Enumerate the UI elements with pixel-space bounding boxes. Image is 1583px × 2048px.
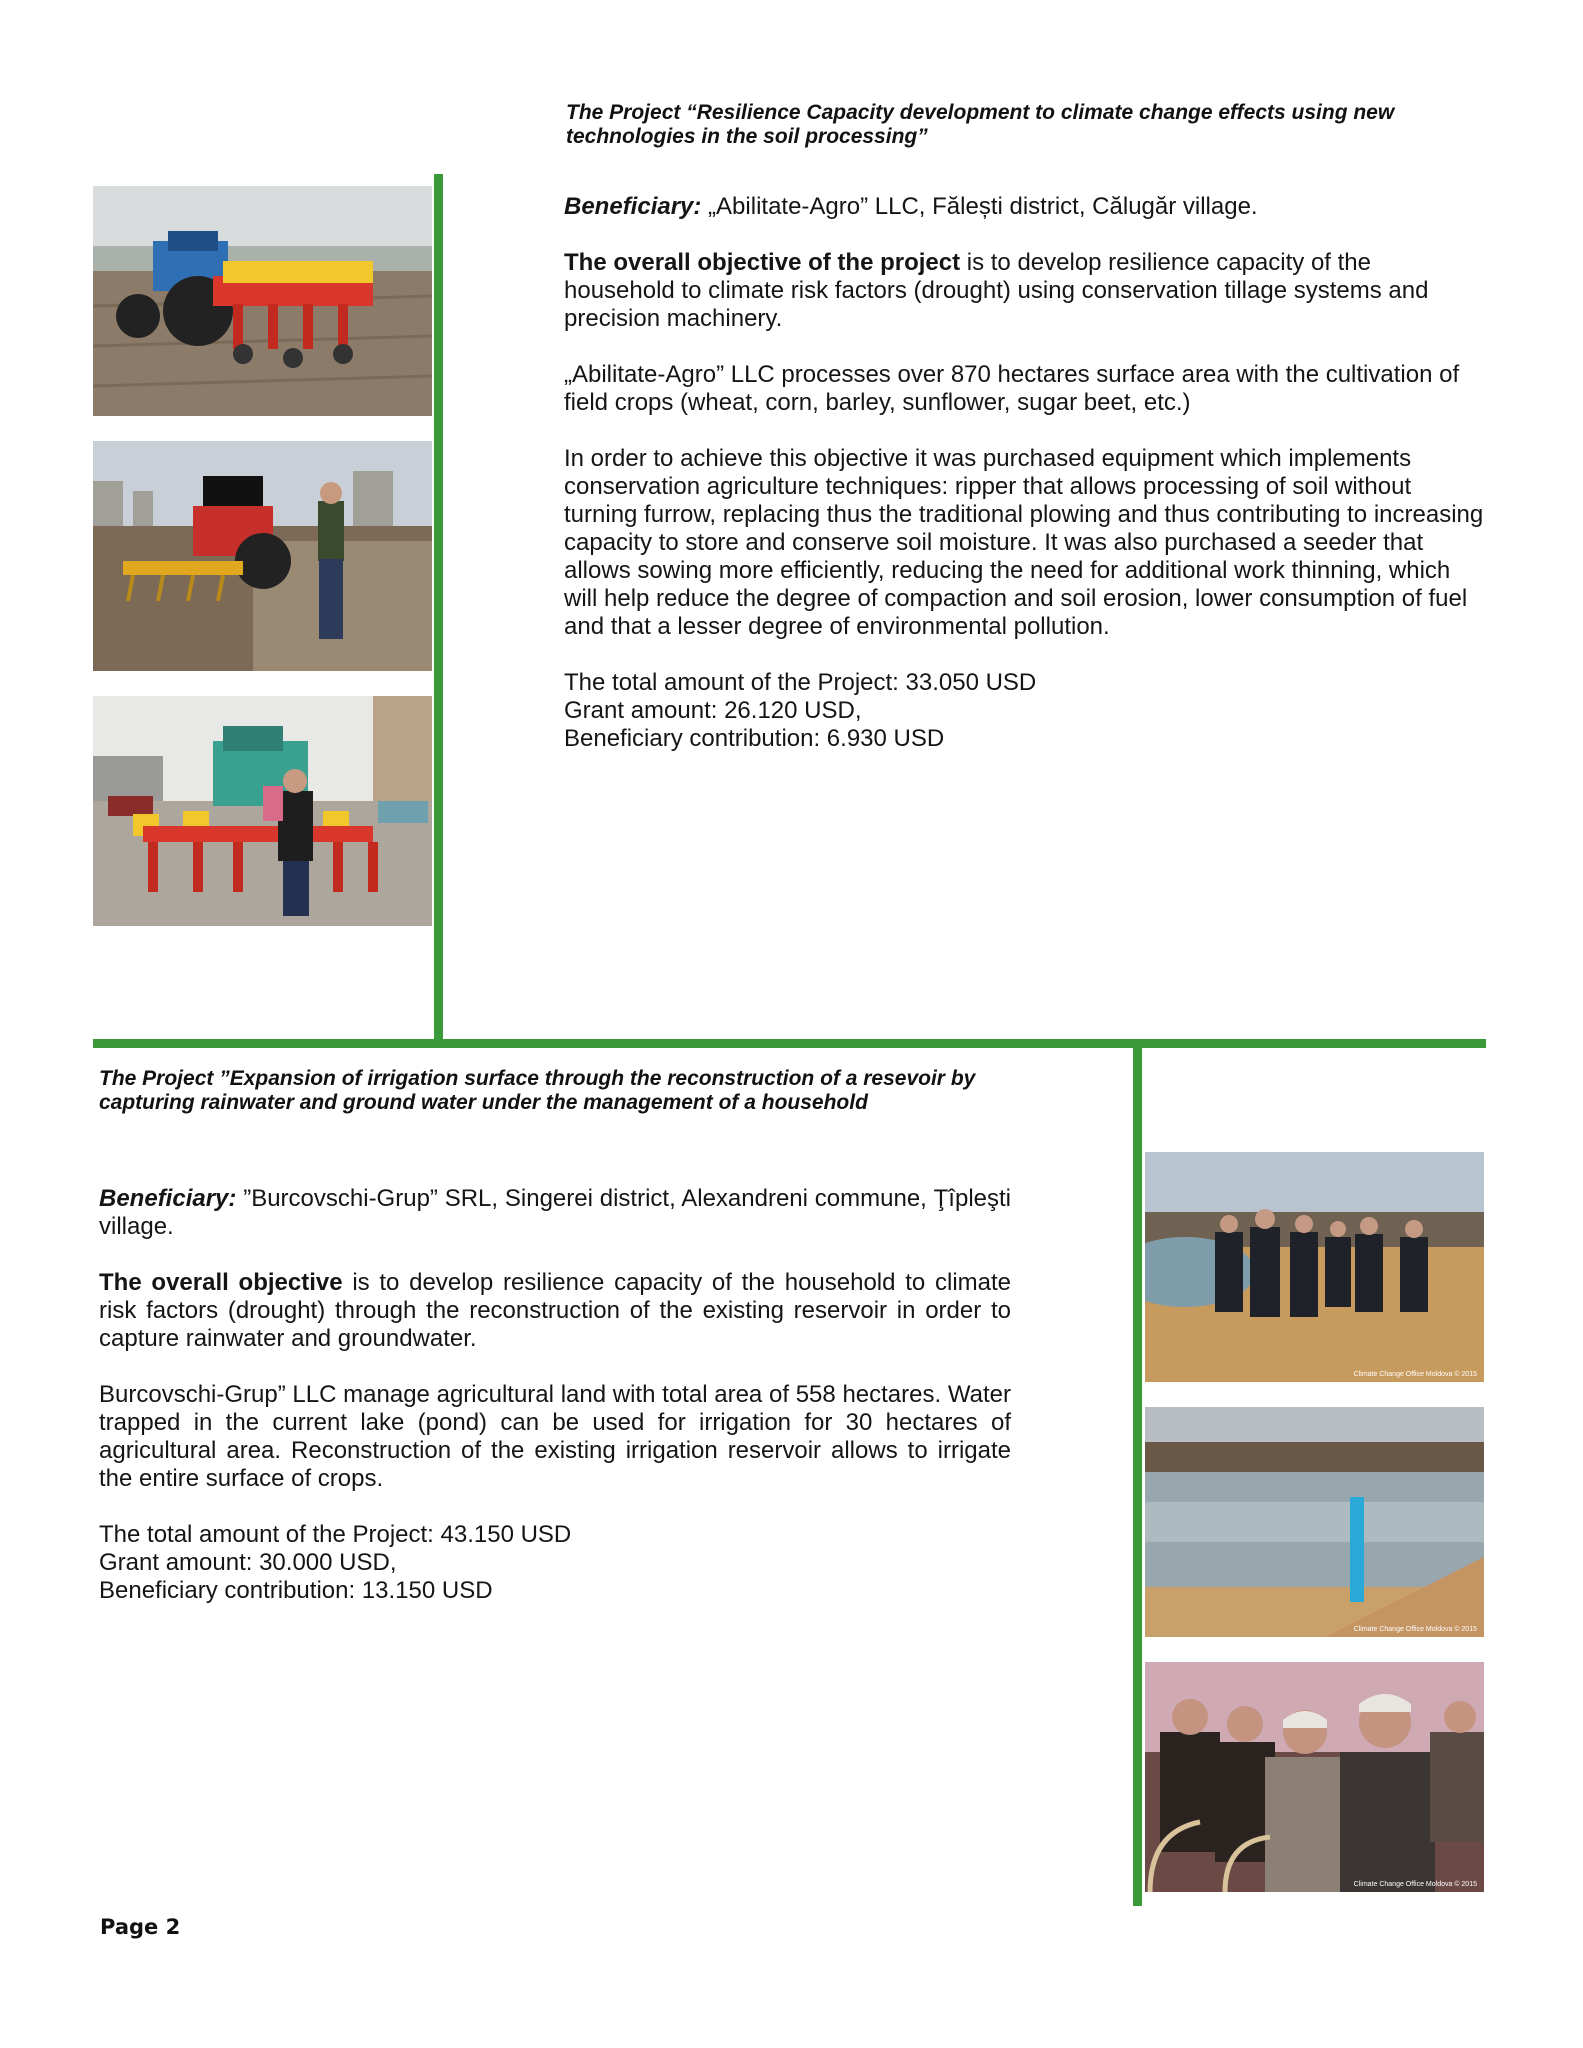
project1-beneficiary — [564, 193, 1484, 221]
project2-objective — [99, 1269, 1011, 1353]
project2-body — [99, 1185, 1011, 1605]
beneficiary-text: „Abilitate-Agro” LLC, Fălești district, Călugăr village. — [701, 193, 1258, 220]
divider-vertical-bottom — [1133, 1046, 1142, 1906]
project1-grant: Grant amount: 26.120 USD, — [564, 697, 862, 724]
project2-title: The Project ”Expansion of irrigation surface through the reconstruction of a resevoir by capturing rainwater and ground water under the management of a household — [99, 1067, 976, 1114]
project1-area-paragraph: „Abilitate-Agro” LLC processes over 870 hectares surface area with the cultivation of field crops (wheat, corn, barley, sunflower, sugar beet, etc.) — [564, 361, 1460, 416]
project2-grant: Grant amount: 30.000 USD, — [99, 1549, 397, 1576]
watermark-text: Climate Change Office Moldova © 2015 — [1353, 1881, 1477, 1888]
photo-tractor-seeder — [93, 186, 432, 416]
divider-horizontal — [93, 1039, 1486, 1048]
project1-total: The total amount of the Project: 33.050 USD — [564, 669, 1037, 696]
project1-objective — [564, 249, 1484, 333]
photo-meeting-attendees — [1145, 1662, 1484, 1892]
project1-title: The Project “Resilience Capacity development to climate change effects using new technologies in the soil processing” — [566, 101, 1395, 148]
beneficiary-label: Beneficiary: — [99, 1185, 237, 1212]
photo-group-reservoir — [1145, 1152, 1484, 1382]
objective-label: The overall objective — [99, 1269, 343, 1296]
objective-text: is to develop resilience capacity of the household to climate risk factors (drought) through the reconstruction of the existing reservoir in order to capture rainwater and groundwater. — [99, 1269, 1012, 1352]
project1-body — [564, 193, 1484, 753]
divider-vertical-top — [434, 174, 443, 1040]
project2-land-paragraph: Burcovschi-Grup” LLC manage agricultural land with total area of 558 hectares. Water trapped in the current lake (pond) can be used for irrigation for 30 hectares of agricultural area. Reconstruction of the existing irrigation reservoir allows to irrigate the entire surface of crops. — [99, 1381, 1011, 1492]
beneficiary-text: ”Burcovschi-Grup” SRL, Singerei district, Alexandreni commune, Ţîpleşti village. — [99, 1185, 1011, 1240]
objective-label: The overall objective of the project — [564, 249, 961, 276]
project1-contribution: Beneficiary contribution: 6.930 USD — [564, 725, 945, 752]
objective-text: is to develop resilience capacity of the household to climate risk factors (drought) using conservation tillage systems and precision machinery. — [564, 249, 1429, 332]
page-number: Page 2 — [100, 1915, 181, 1939]
watermark-text: Climate Change Office Moldova © 2015 — [1353, 1626, 1477, 1633]
photo-reservoir-pipe — [1145, 1407, 1484, 1637]
watermark-text: Climate Change Office Moldova © 2015 — [1353, 1371, 1477, 1378]
project2-beneficiary — [99, 1185, 1011, 1241]
project2-contribution: Beneficiary contribution: 13.150 USD — [99, 1577, 493, 1604]
project2-total: The total amount of the Project: 43.150 USD — [99, 1521, 572, 1548]
project1-equipment-paragraph: In order to achieve this objective it was purchased equipment which implements conservation agriculture techniques: ripper that allows processing of soil without turning furrow, replacing thus the traditional plowing and thus contributing to increasing capacity to store and conserve soil moisture. It was also purchased a seeder that allows sowing more efficiently, reducing the need for additional work thinning, which will help reduce the degree of compaction and soil erosion, lower consumption of fuel and that a lesser degree of environmental pollution. — [564, 445, 1484, 640]
beneficiary-label: Beneficiary: — [564, 193, 702, 220]
photo-tractor-ripper — [93, 441, 432, 671]
photo-seeder-family — [93, 696, 432, 926]
